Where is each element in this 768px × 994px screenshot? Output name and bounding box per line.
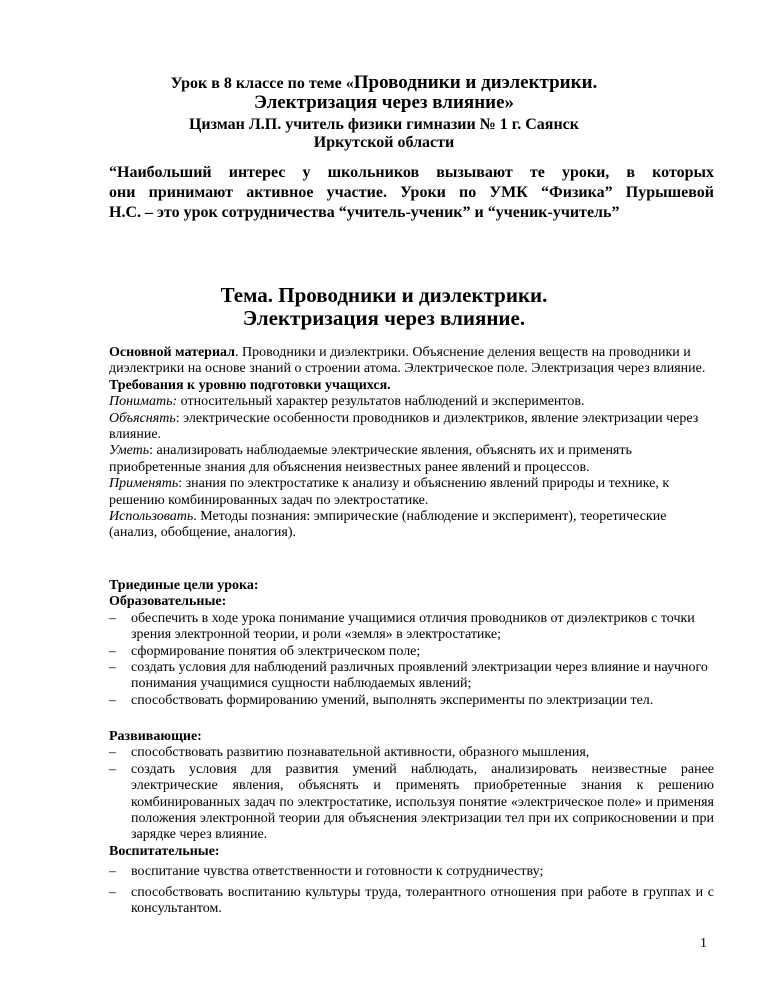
dash-bullet: – [109,745,116,761]
topic-title-line-1: Тема. Проводники и диэлектрики. [220,283,548,307]
requirement-verb: Понимать: [109,394,178,410]
developing-goals [109,729,714,917]
dash-bullet: – [109,864,116,880]
page-number: 1 [700,936,707,951]
dash-bullet: – [109,610,116,626]
list-item-text: создать условия для развития умений наблюдать, анализировать неизвестные ранее электрические явления, объяснять и применять приобретенные знания к решению комбинированных задач по электростатике, используя понятие «электрическое поле» и применяя положения электронной теории для объяснения электризации тел при их соприкосновении и при зарядке через влияние. [131,761,714,843]
requirement-verb: Уметь [109,443,150,459]
main-material-text: . Проводники и диэлектрики. Объяснение деления веществ на проводники и диэлектрики на основе знаний о строении атома. Электрическое поле. Электризация через влияние. [109,345,706,377]
requirement-item [109,443,714,476]
educational-heading: Образовательные: [109,594,227,610]
requirement-text: : электрические особенности проводников и диэлектриков, явление электризации через влияние. [109,410,699,443]
header-line-2: Электризация через влияние» [253,92,515,113]
developing-list [109,745,714,843]
upbringing-heading: Воспитательные: [109,843,220,859]
list-item [109,762,714,844]
list-item-text: сформирование понятия об электрическом поле; [131,643,421,659]
lesson-goals [109,578,714,709]
epigraph-quote [109,163,714,223]
list-item [109,864,714,880]
requirement-item [109,394,714,410]
requirement-item [109,476,714,509]
header-line-1 [0,72,768,94]
topic-title-line-2: Электризация через влияние. [242,306,526,330]
quote-line-3: Н.С. – это урок сотрудничества “учитель-ученик” и “ученик-учитель” [109,204,620,221]
list-item [109,885,714,918]
requirement-text: : анализировать наблюдаемые электрические явления, объяснять их и применять приобретенные знания для объяснения неизвестных ранее явлений и процессов. [109,443,632,475]
list-item [109,660,714,693]
list-item-text: обеспечить в ходе урока понимание учащимися отличия проводников от диэлектриков с точки зрения электронной теории, и роли «земля» в электростатике; [131,610,695,643]
requirement-item [109,411,714,444]
list-item-text: способствовать воспитанию культуры труда, толерантного отношения при работе в группах и с консультантом. [131,884,714,917]
main-material-label: Основной материал [109,345,236,360]
upbringing-list [109,864,714,917]
dash-bullet: – [109,643,116,659]
author-line: Цизман Л.П. учитель физики гимназии № 1 г. Саянск [188,116,579,133]
requirement-text: . Методы познания: эмпирические (наблюдение и эксперимент), теоретические (анализ, обобщение, аналогия). [109,509,667,541]
list-item [109,644,714,660]
lesson-overview [109,345,714,542]
requirement-item [109,509,714,542]
requirement-text: : знания по электростатике к анализу и объяснению явлений природы и технике, к решению комбинированных задач по электростатике. [109,476,670,508]
region-line: Иркутской области [313,134,455,151]
requirement-verb: Использовать [109,509,194,525]
header-topic: Проводники и диэлектрики. [353,72,598,93]
list-item-text: способствовать развитию познавательной активности, образного мышления, [131,745,590,761]
requirement-verb: Объяснять [109,410,176,426]
requirement-text: относительный характер результатов наблюдений и экспериментов. [177,394,585,410]
goals-heading: Триединые цели урока: [109,578,259,593]
list-item [109,693,714,709]
quote-line-1: “Наибольший интерес у школьников вызывают те уроки, в которых [109,164,714,181]
list-item [109,745,714,761]
educational-list [109,611,714,709]
quote-line-2: они принимают активное участие. Уроки по УМК “Физика” Пурышевой [109,184,714,201]
list-item-text: создать условия для наблюдений различных проявлений электризации через влияние и научного понимания учащимися сущности наблюдаемых явлений; [131,660,708,692]
dash-bullet: – [109,660,116,676]
requirement-verb: Применять [109,476,179,492]
main-material-paragraph [109,345,714,378]
dash-bullet: – [109,884,116,900]
dash-bullet: – [109,761,116,777]
header-prefix: Урок в 8 классе по теме « [170,75,354,92]
list-item [109,611,714,644]
requirements-heading: Требования к уровню подготовки учащихся. [109,377,391,393]
developing-heading: Развивающие: [109,729,202,744]
list-item-text: воспитание чувства ответственности и готовности к сотрудничеству; [131,864,544,880]
dash-bullet: – [109,692,116,708]
list-item-text: способствовать формированию умений, выполнять эксперименты по электризации тел. [131,692,654,708]
